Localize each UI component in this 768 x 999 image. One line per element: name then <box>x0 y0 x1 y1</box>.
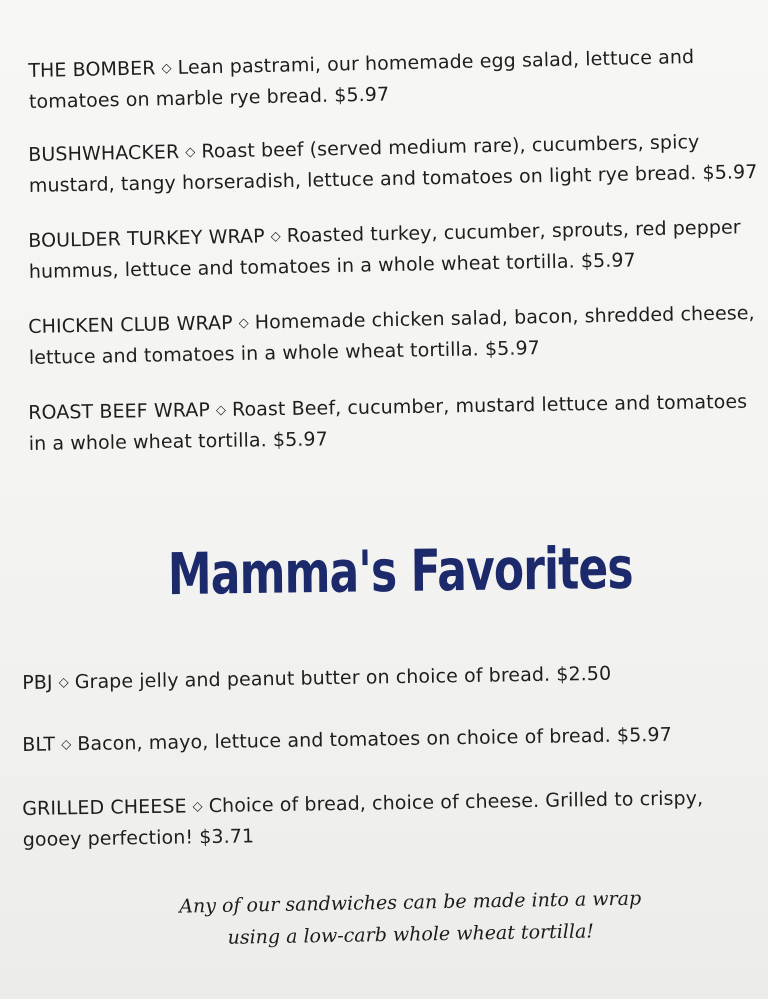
menu-item-pbj <box>22 657 752 699</box>
item-description: Roast Beef, cucumber, mustard lettuce and tomatoes in a whole wheat tortilla. $5.97 <box>28 390 748 455</box>
diamond-separator-icon: ◇ <box>161 60 172 77</box>
menu-item-bushwhacker <box>28 126 759 201</box>
item-name: BOULDER TURKEY WRAP <box>28 225 265 252</box>
item-description: Bacon, mayo, lettuce and tomatoes on choice of bread. $5.97 <box>77 723 672 756</box>
item-description: Roasted turkey, cucumber, sprouts, red pepper hummus, lettuce and tomatoes in a whole wheat tortilla. $5.97 <box>28 216 741 283</box>
item-name: BLT <box>22 733 56 756</box>
item-name: THE BOMBER <box>28 57 156 82</box>
menu-item-roast-beef-wrap <box>28 387 759 459</box>
menu-item-boulder-turkey-wrap <box>28 212 759 287</box>
diamond-separator-icon: ◇ <box>270 229 281 245</box>
item-name: CHICKEN CLUB WRAP <box>28 312 233 338</box>
diamond-separator-icon: ◇ <box>58 675 69 691</box>
diamond-separator-icon: ◇ <box>192 799 203 815</box>
diamond-separator-icon: ◇ <box>238 315 249 331</box>
menu-item-chicken-club-wrap <box>28 298 759 373</box>
item-name: ROAST BEEF WRAP <box>28 399 211 424</box>
item-description: Grape jelly and peanut butter on choice of bread. $2.50 <box>74 662 612 694</box>
wrap-note-line-1: Any of our sandwiches can be made into a wrap <box>179 887 642 918</box>
menu-item-grilled-cheese <box>22 783 753 855</box>
item-name: PBJ <box>22 671 53 694</box>
diamond-separator-icon: ◇ <box>185 144 196 160</box>
diamond-separator-icon: ◇ <box>61 737 72 753</box>
item-description: Roast beef (served medium rare), cucumbers, spicy mustard, tangy horseradish, lettuce and tomatoes on light rye bread. $5.97 <box>28 131 758 197</box>
wrap-note-line-2: using a low-carb whole wheat tortilla! <box>227 920 595 949</box>
item-description: Homemade chicken salad, bacon, shredded cheese, lettuce and tomatoes in a whole wheat tortilla. $5.97 <box>28 302 755 369</box>
item-description: Lean pastrami, our homemade egg salad, lettuce and tomatoes on marble rye bread. $5.97 <box>28 46 695 113</box>
item-name: BUSHWHACKER <box>28 141 180 166</box>
item-name: GRILLED CHEESE <box>22 795 187 820</box>
wrap-note <box>100 881 721 956</box>
diamond-separator-icon: ◇ <box>215 402 227 419</box>
item-description: Choice of bread, choice of cheese. Grilled to crispy, gooey perfection! $3.71 <box>22 787 704 851</box>
section-title: Mamma's Favorites <box>167 534 633 608</box>
menu-item-the-bomber <box>28 41 759 117</box>
menu-item-blt <box>22 719 752 761</box>
